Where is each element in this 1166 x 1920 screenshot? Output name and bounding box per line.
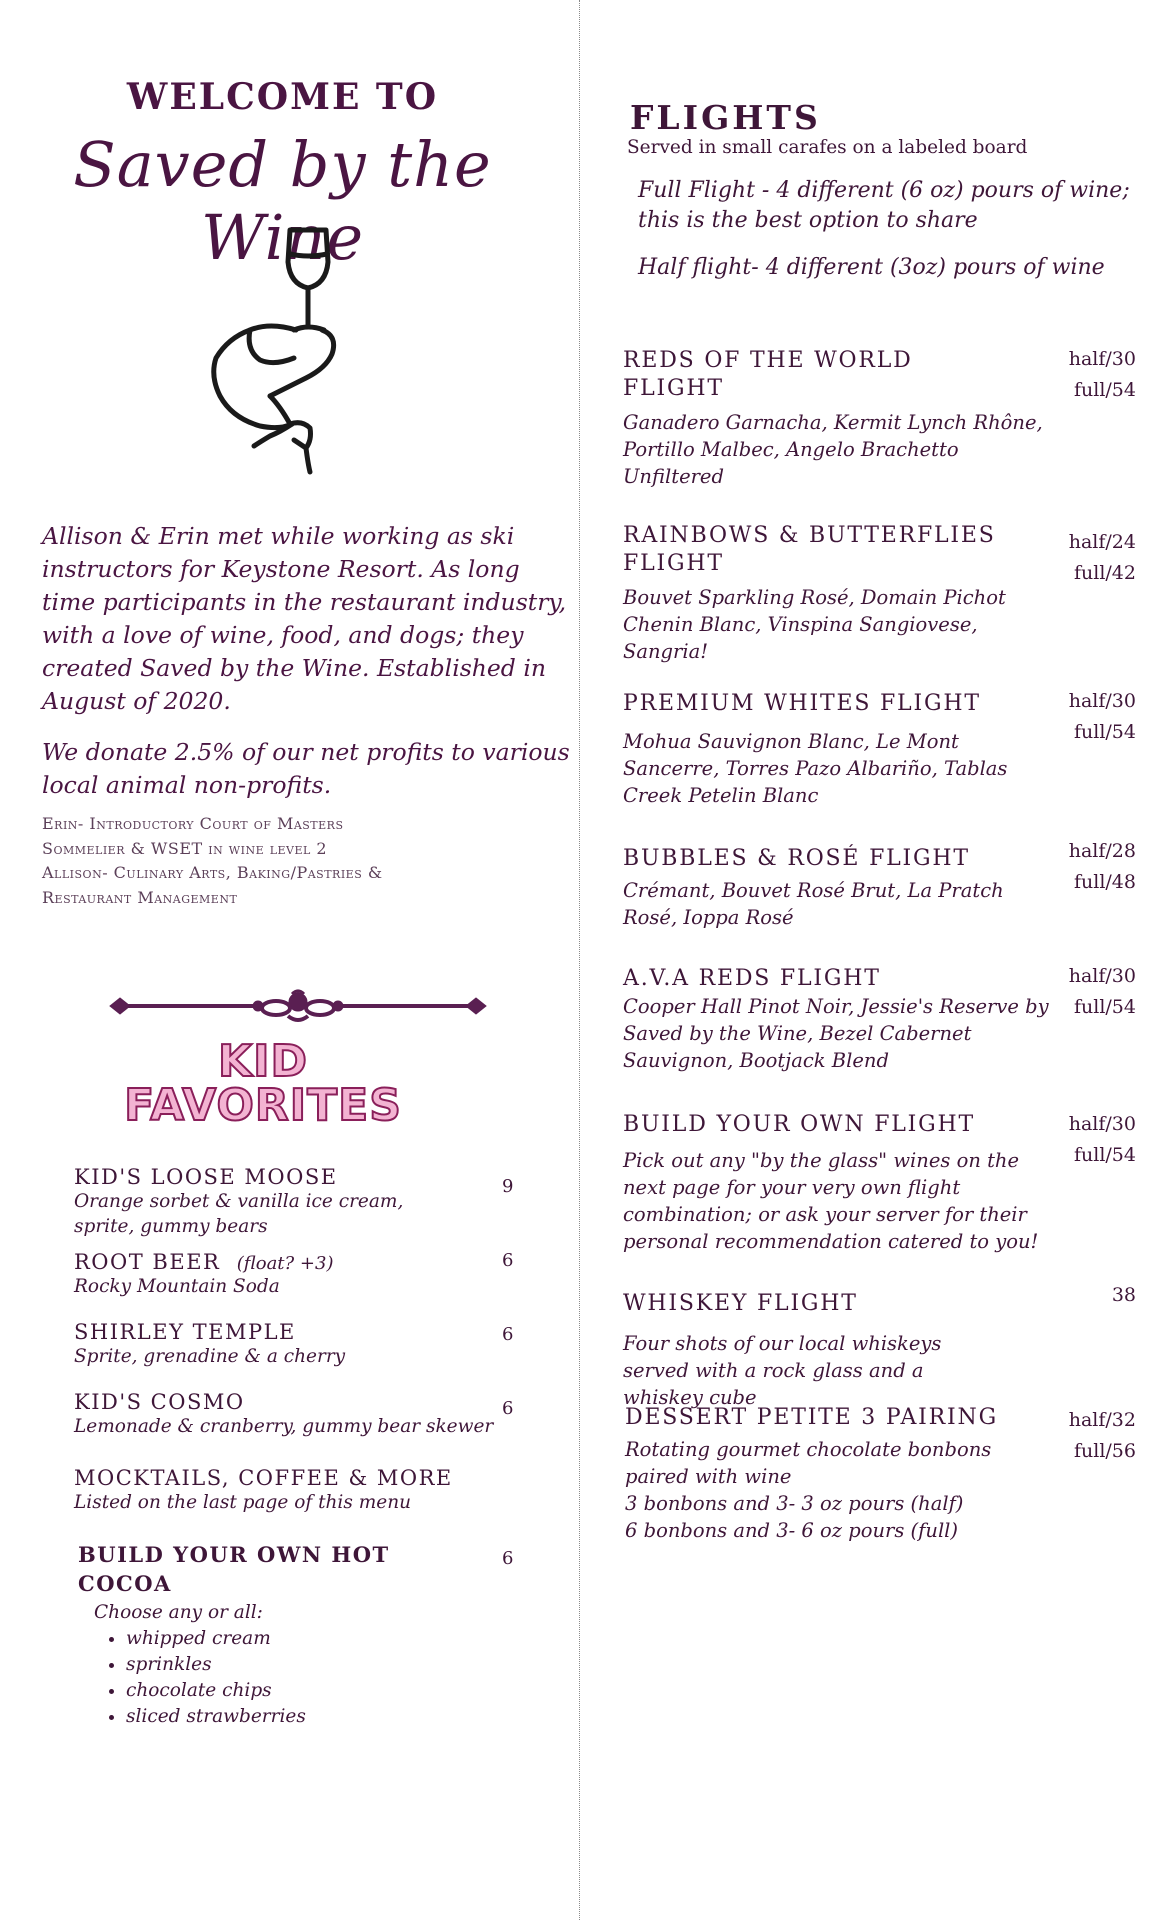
cocoa-intro: Choose any or all: (94, 1602, 263, 1623)
flight-desc: Cooper Hall Pinot Noir, Jessie's Reserve by Saved by the Wine, Bezel Cabernet Sauvignon, Bootjack Blend (623, 995, 1049, 1072)
kid-item (74, 1390, 514, 1439)
kid-item-note: (float? +3) (236, 1253, 334, 1274)
kid-item-price: 9 (502, 1176, 514, 1197)
flight-prices (1069, 1109, 1136, 1171)
flight-name: DESSERT PETITE 3 PAIRING (625, 1405, 998, 1430)
cocoa-option-list (94, 1626, 494, 1730)
flight-name: REDS OF THE WORLD FLIGHT (623, 348, 913, 401)
flight-item (625, 1404, 1055, 1544)
full-flight-definition: Full Flight - 4 different (6 oz) pours of wine; this is the best option to share (638, 178, 1130, 233)
kid-item-name: KID'S LOOSE MOOSE (74, 1165, 338, 1189)
cocoa-option: • chocolate chips (126, 1678, 494, 1704)
flight-name: A.V.A REDS FLIGHT (623, 966, 881, 991)
flight-desc: Pick out any "by the glass" wines on the next page for your very own flight combination; or ask your server for their personal recommendation catered to you! (623, 1149, 1039, 1253)
kid-item (78, 1540, 408, 1598)
flight-prices (1069, 836, 1136, 898)
brand-title: Saved by the Wine (73, 128, 492, 274)
half-price: half/30 (1068, 965, 1136, 987)
flight-item (623, 347, 1043, 490)
flight-prices (1069, 344, 1136, 406)
kid-item-price: 6 (502, 1548, 514, 1569)
half-price: half/30 (1068, 1113, 1136, 1135)
kid-item (74, 1320, 514, 1369)
flight-desc-half: 3 bonbons and 3- 3 oz pours (half) (625, 1492, 964, 1515)
flight-prices (1069, 1405, 1136, 1467)
flight-desc-full: 6 bonbons and 3- 6 oz pours (full) (625, 1519, 959, 1542)
half-price: half/28 (1068, 840, 1136, 862)
flight-name: WHISKEY FLIGHT (623, 1291, 858, 1316)
kid-item-name: KID'S COSMO (74, 1390, 245, 1414)
kid-item-name: BUILD YOUR OWN HOT COCOA (78, 1542, 390, 1596)
kid-item-name: MOCKTAILS, COFFEE & MORE (74, 1466, 453, 1490)
flight-desc: Rotating gourmet chocolate bonbons paired with wine (625, 1438, 992, 1488)
kid-item (74, 1165, 514, 1239)
flight-prices (1069, 527, 1136, 589)
flight-item (623, 690, 1053, 809)
flights-subtitle: Served in small carafes on a labeled board (627, 137, 1028, 158)
cocoa-option: • whipped cream (126, 1626, 494, 1652)
flight-prices (1069, 961, 1136, 1023)
flight-item (623, 1290, 1053, 1411)
flight-prices (1069, 686, 1136, 748)
owner-story (42, 520, 572, 820)
flight-name: BUBBLES & ROSÉ FLIGHT (623, 846, 970, 871)
kid-item (74, 1466, 514, 1515)
kid-item-desc: Listed on the last page of this menu (74, 1492, 412, 1513)
full-price: full/48 (1073, 871, 1136, 893)
full-price: full/54 (1073, 379, 1136, 401)
wine-glass-hand-logo (210, 226, 350, 476)
full-price: full/54 (1073, 996, 1136, 1018)
kid-item (74, 1250, 514, 1299)
flight-item (623, 522, 1023, 665)
flight-desc: Bouvet Sparkling Rosé, Domain Pichot Chenin Blanc, Vinspina Sangiovese, Sangria! (623, 586, 1006, 663)
welcome-heading: WELCOME TO (126, 76, 439, 118)
kid-title-line: KID (218, 1036, 308, 1087)
flight-name: BUILD YOUR OWN FLIGHT (623, 1112, 975, 1137)
credential-line: Allison- Culinary Arts, Baking/Pastries & (42, 863, 383, 882)
kid-favorites-title (108, 1036, 418, 1131)
credential-line: Erin- Introductory Court of Masters (42, 814, 344, 833)
kid-item-price: 6 (502, 1250, 514, 1271)
flight-desc: Ganadero Garnacha, Kermit Lynch Rhône, Portillo Malbec, Angelo Brachetto Unfiltered (623, 411, 1043, 488)
kid-item-desc: Sprite, grenadine & a cherry (74, 1346, 346, 1367)
flight-price: 38 (1111, 1284, 1136, 1306)
cocoa-option: • sliced strawberries (126, 1704, 494, 1730)
owner-credentials (42, 812, 562, 910)
kid-item-price: 6 (502, 1398, 514, 1419)
full-price: full/56 (1073, 1440, 1136, 1462)
cocoa-options (94, 1600, 494, 1730)
flight-name: PREMIUM WHITES FLIGHT (623, 691, 981, 716)
full-price: full/54 (1073, 721, 1136, 743)
flights-heading: FLIGHTS (630, 98, 821, 137)
flight-name: RAINBOWS & BUTTERFLIES FLIGHT (623, 523, 996, 576)
flourish-divider (108, 988, 488, 1024)
story-paragraph-1: Allison & Erin met while working as ski instructors for Keystone Resort. As long time participants in the restaurant industry, with a love of wine, food, and dogs; they created Saved by the Wine. Established in August of 2020. (42, 522, 567, 715)
full-price: full/42 (1073, 562, 1136, 584)
full-price: full/54 (1073, 1144, 1136, 1166)
flight-prices (1112, 1280, 1136, 1311)
half-price: half/30 (1068, 690, 1136, 712)
column-divider (579, 0, 580, 1920)
kid-item-price: 6 (502, 1324, 514, 1345)
half-price: half/32 (1068, 1409, 1136, 1431)
kid-item-desc: Rocky Mountain Soda (74, 1276, 280, 1297)
flight-item (623, 1111, 1053, 1255)
flight-item (623, 845, 1053, 931)
flight-item (623, 965, 1053, 1074)
credential-line: Restaurant Management (42, 887, 238, 907)
credential-line: Sommelier & WSET in wine level 2 (42, 838, 328, 858)
flight-desc: Mohua Sauvignon Blanc, Le Mont Sancerre, Torres Pazo Albariño, Tablas Creek Petelin Blanc (623, 730, 1008, 807)
flight-desc: Four shots of our local whiskeys served with a rock glass and a whiskey cube (623, 1332, 942, 1409)
kid-item-name: ROOT BEER (74, 1250, 221, 1274)
donation-note: We donate 2.5% of our net profits to various local animal non-profits. (42, 738, 570, 799)
flight-desc: Crémant, Bouvet Rosé Brut, La Pratch Rosé, Ioppa Rosé (623, 879, 1004, 929)
kid-item-desc: Lemonade & cranberry, gummy bear skewer (74, 1416, 494, 1437)
half-price: half/24 (1068, 531, 1136, 553)
kid-item-desc: Orange sorbet & vanilla ice cream, sprite, gummy bears (74, 1191, 404, 1237)
kid-item-name: SHIRLEY TEMPLE (74, 1320, 296, 1344)
kid-title-line: FAVORITES (124, 1080, 402, 1131)
cocoa-option: • sprinkles (126, 1652, 494, 1678)
half-flight-definition: Half flight- 4 different (3oz) pours of wine (638, 255, 1105, 280)
half-price: half/30 (1068, 348, 1136, 370)
